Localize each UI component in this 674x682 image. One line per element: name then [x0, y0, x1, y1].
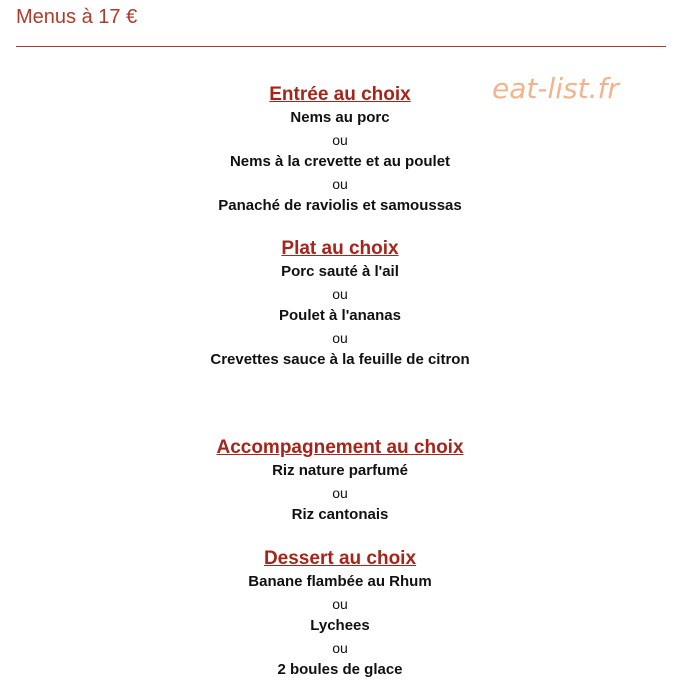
section-heading-accompagnement: Accompagnement au choix: [216, 437, 464, 458]
section-entree: [0, 83, 674, 217]
menu-item: Porc sauté à l'ail: [281, 263, 399, 280]
menu-item: Crevettes sauce à la feuille de citron: [210, 351, 470, 368]
watermark: eat-list.fr: [492, 72, 619, 105]
section-dessert: [0, 547, 674, 681]
section-heading-entree: Entrée au choix: [269, 84, 411, 105]
menu-item: Nems à la crevette et au poulet: [229, 153, 451, 170]
menu-separator: ou: [332, 132, 348, 148]
menu-item: Riz nature parfumé: [272, 462, 408, 479]
page-title: Menus à 17 €: [16, 6, 138, 28]
menu-item: Lychees: [310, 617, 370, 634]
menu-item: Nems au porc: [290, 109, 390, 126]
section-accompagnement: [0, 436, 674, 526]
menu-item: Poulet à l'ananas: [279, 307, 401, 324]
section-heading-dessert: Dessert au choix: [263, 548, 417, 569]
menu-item: Banane flambée au Rhum: [248, 573, 432, 590]
section-plat: [0, 237, 674, 371]
section-heading-plat: Plat au choix: [281, 238, 399, 259]
menu-separator: ou: [332, 596, 348, 612]
menu-separator: ou: [332, 640, 348, 656]
title-divider: [16, 46, 666, 47]
menu-separator: ou: [332, 330, 348, 346]
menu-separator: ou: [332, 176, 348, 192]
menu-separator: ou: [332, 485, 348, 501]
menu-item: Panaché de raviolis et samoussas: [218, 197, 462, 214]
menu-separator: ou: [332, 286, 348, 302]
menu-item: 2 boules de glace: [277, 661, 403, 678]
menu-item: Riz cantonais: [291, 506, 389, 523]
